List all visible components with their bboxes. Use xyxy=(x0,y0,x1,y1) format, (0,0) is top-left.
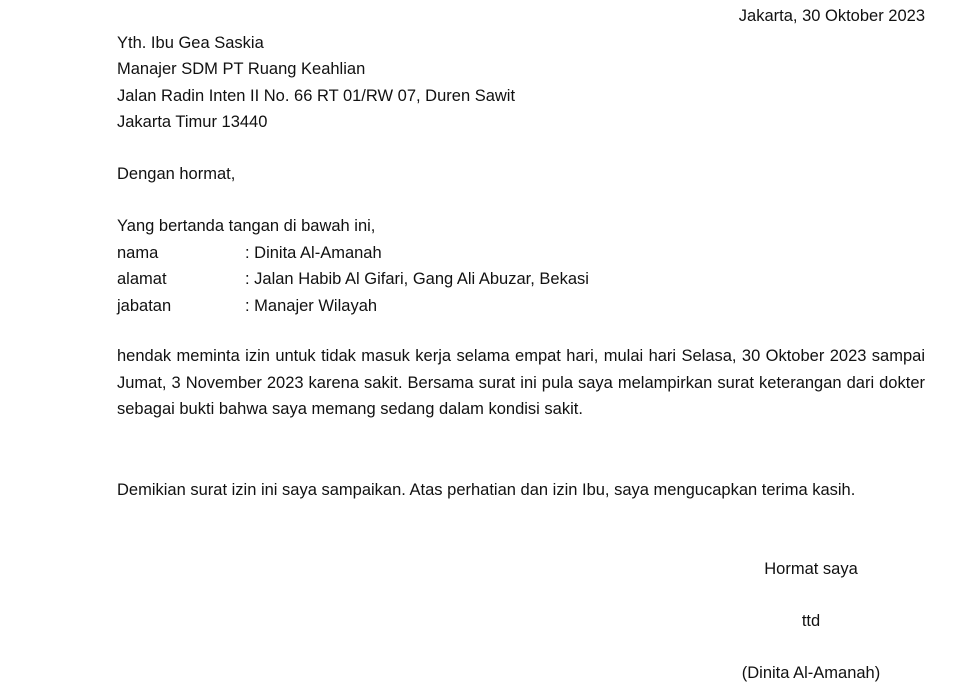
signature-ttd: ttd xyxy=(801,612,821,630)
recipient-line-1: Yth. Ibu Gea Saskia xyxy=(117,34,264,52)
recipient-line-2: Manajer SDM PT Ruang Keahlian xyxy=(117,60,366,78)
field-value: : Jalan Habib Al Gifari, Gang Ali Abuzar, Bekasi xyxy=(245,270,589,288)
field-label: nama xyxy=(117,244,159,262)
closing-paragraph: Demikian surat izin ini saya sampaikan. Atas perhatian dan izin Ibu, saya mengucapkan terima kasih. xyxy=(117,481,856,499)
field-row-nama xyxy=(117,243,382,263)
salutation: Dengan hormat, xyxy=(117,165,236,183)
field-row-jabatan xyxy=(117,296,377,316)
field-value: : Manajer Wilayah xyxy=(245,297,378,315)
intro-line: Yang bertanda tangan di bawah ini, xyxy=(117,217,376,235)
body-paragraph: hendak meminta izin untuk tidak masuk kerja selama empat hari, mulai hari Selasa, 30 Oktober 2023 sampai Jumat, 3 November 2023 karena sakit. Bersama surat ini pula saya melampirkan surat keterangan dari dokter sebagai bukti bahwa saya memang sedang dalam kondisi sakit. xyxy=(117,347,925,418)
signature-closing: Hormat saya xyxy=(764,560,858,578)
recipient-line-4: Jakarta Timur 13440 xyxy=(117,113,268,131)
field-label: jabatan xyxy=(117,297,172,315)
recipient-line-3: Jalan Radin Inten II No. 66 RT 01/RW 07, Duren Sawit xyxy=(117,87,516,105)
field-label: alamat xyxy=(117,270,167,288)
field-row-alamat xyxy=(117,269,589,289)
field-value: : Dinita Al-Amanah xyxy=(245,244,382,262)
place-date: Jakarta, 30 Oktober 2023 xyxy=(738,7,925,25)
signature-name: (Dinita Al-Amanah) xyxy=(741,664,881,682)
